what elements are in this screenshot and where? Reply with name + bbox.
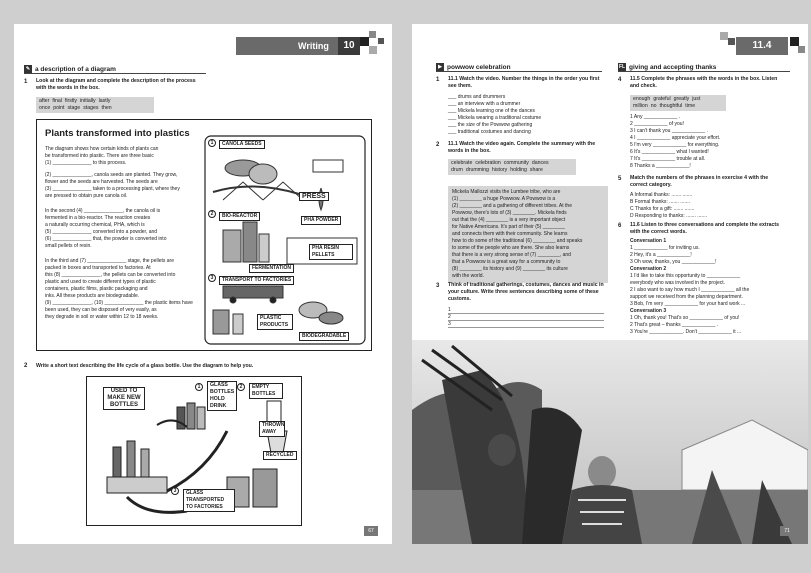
right-page <box>412 24 808 544</box>
paragraph-1: The diagram shows how certain kinds of plants can be transformed into plastic. There are three basic (1) ______________ to this process. <box>45 146 159 166</box>
exercise-number: 6 <box>618 223 622 229</box>
exercise-number: 5 <box>618 176 622 182</box>
functions-icon: FL <box>618 64 626 70</box>
writing-lines <box>448 307 604 328</box>
list-item: ___ the size of the Powwow gathering <box>448 122 533 128</box>
label-press: PRESS <box>299 192 329 201</box>
word-box: celebrate celebration community dances drum drumming history holding share <box>448 159 576 175</box>
answer-line[interactable]: 1 <box>448 307 604 314</box>
pencil-icon: ✎ <box>25 66 31 72</box>
answer-line[interactable]: 3 <box>448 321 604 328</box>
label-empty-bottles: EMPTY BOTTLES <box>249 383 283 399</box>
plastics-diagram <box>203 134 367 346</box>
list-item: ___ traditional costumes and dancing <box>448 129 531 135</box>
word-box: enough grateful greatly just million no thoughtful time <box>630 95 726 111</box>
dancers-photo-illustration <box>412 340 808 544</box>
label-canola-seeds: CANOLA SEEDS <box>219 140 265 149</box>
video-icon: ▶ <box>436 63 444 71</box>
step-3-marker: 3 <box>208 274 216 282</box>
exercise-number: 2 <box>436 142 440 148</box>
section-heading-powwow: ▶ powwow celebration <box>436 63 602 72</box>
label-recycled: RECYCLED <box>263 451 297 460</box>
step-2-marker: 2 <box>237 383 245 391</box>
exercise-number: 2 <box>24 363 28 369</box>
conversation-title: Conversation 3 <box>630 308 667 314</box>
unit-number-box: 10 <box>338 37 360 55</box>
list-item: ___ drums and drummers <box>448 94 506 100</box>
conversation-title: Conversation 2 <box>630 266 667 272</box>
label-pha-powder: PHA POWDER <box>301 216 341 225</box>
paragraph-4: In the third and (7) ______________ stage, the pellets are packed in boxes and transported to factories. At this (8) ______________, the pellets can be converted into plastic and used to create different types of plastic containers, plastic films, plastic packaging and inks. All these products are biodegradable. (9) ______________, (10) ______________ the plastic items have been used, they can be disposed of very easily, as they degrade in soil or water within 12 to 18 weeks. <box>45 258 193 320</box>
exercise-number: 3 <box>436 283 440 289</box>
unit-number: 11.4 <box>752 40 772 51</box>
exercise-instruction: Match the numbers of the phrases in exercise 4 with the correct category. <box>630 175 769 188</box>
exercise-instruction: 11.1 Watch the video again. Complete the summary with the words in the box. <box>448 141 596 154</box>
conversation-extracts: Conversation 1 1 ____________ for inviting us. 2 Hey, it's a ____________! 3 Oh wow, thanks, you ____________! Conversation 2 1 I'd like to take this opportunity to ____________ everybody who was involved in the project. 2 I also want to say how much I ____________ all the support we received from the planning department. 3 Bob, I'm very ____________ for your hard work ... Conversation 3 1 Oh, thank you! That's so ____________ of you! 2 That's great – thanks ____________ . 3 You're ____________. Don't ____________ it ... <box>630 238 750 335</box>
section-heading-thanks: FL giving and accepting thanks <box>618 63 790 72</box>
conversation-title: Conversation 1 <box>630 238 667 244</box>
category-list: A Informal thanks: ....... ....... B Formal thanks: ....... ....... C Thanks for a gift: ....... ....... D Responding to thanks: ....... ....... <box>630 192 707 219</box>
label-thrown-away: THROWN AWAY <box>259 421 285 437</box>
header-title: Writing <box>298 41 329 51</box>
glass-bottle-diagram <box>86 376 302 526</box>
label-plastic-products: PLASTIC PRODUCTS <box>257 314 293 330</box>
reading-text-box <box>36 119 372 351</box>
left-page <box>14 24 392 544</box>
exercise-instruction: Think of traditional gatherings, costumes, dances and music in your culture. Write three sentences describing some of these customs. <box>448 282 604 302</box>
exercise-instruction: 11.5 Complete the phrases with the words in the box. Listen and check. <box>630 76 778 89</box>
exercise-number: 4 <box>618 77 622 83</box>
label-fermentation: FERMENTATION <box>249 264 294 273</box>
text-title: Plants transformed into plastics <box>45 128 190 139</box>
label-glass-bottles-hold-drink: GLASS BOTTLES HOLD DRINK <box>207 381 237 411</box>
exercise-instruction: Write a short text describing the life cycle of a glass bottle. Use the diagram to help you. <box>36 363 254 369</box>
exercise-instruction: 11.1 Watch the video. Number the things in the order you first see them. <box>448 76 600 89</box>
label-biodegradable: BIODEGRADABLE <box>299 332 349 341</box>
label-used-to-make-new-bottles: USED TO MAKE NEW BOTTLES <box>103 387 145 410</box>
word-box: after final firstly initially lastly once point stage stages then <box>36 97 154 113</box>
paragraph-2: (2) ______________, canola seeds are planted. They grow, flower and the seeds are harvested. The seeds are (3) ______________ taken to a processing plant, where they are pressed to obtain pure canola oil. <box>45 172 180 199</box>
list-item: ___ Mickela learning one of the dances <box>448 108 536 114</box>
phrase-list: 1 Any ____________ . 2 ____________ of you! 3 I can't thank you ____________ . 4 I ____________ appreciate your effort. 5 I'm very ____________ for everything. 6 It's ____________ what I wanted! 7 It's ____________ trouble at all. 8 Thanks a ____________! <box>630 114 721 169</box>
list-item: ___ Mickela wearing a traditional costume <box>448 115 542 121</box>
paragraph-3: In the second (4) ______________, the canola oil is fermented in a bio-reactor. The reaction creates a naturally occurring chemical, PHA, which is (5) ______________ converted into a powder, and (6) ______________ that, the powder is converted into small pellets of resin. <box>45 208 167 249</box>
list-item: ___ an interview with a drummer <box>448 101 521 107</box>
page-number: 67 <box>364 526 378 536</box>
summary-box: Mickela Mallozzi visits the Lumbee tribe, who are (1) ________ a huge Powwow. A Powwow is a (2) ________ and a gathering of different tribes. At the Powwow, there's lots of (3) ________. Mickela finds out that the (4) ________ is a very important object for Native Americans. It's part of their (5) ________ and connects them with their community. She learns how to do some of the traditional (6) ________ and speaks to some of the people who are there. She also learns that there is a very strong sense of (7) ________, and that a Powwow is a great way for a community to (8) ________ its history and (9) ________ its culture with the world. <box>448 186 608 283</box>
label-transport: TRANSPORT TO FACTORIES <box>219 276 294 285</box>
powwow-photo <box>412 340 808 544</box>
answer-line[interactable]: 2 <box>448 314 604 321</box>
section-heading: ✎ a description of a diagram <box>24 65 206 74</box>
step-2-marker: 2 <box>208 210 216 218</box>
step-1-marker: 1 <box>195 383 203 391</box>
label-pha-resin-pellets: PHA RESIN PELLETS <box>309 244 353 260</box>
unit-header <box>736 37 788 55</box>
step-1-marker: 1 <box>208 139 216 147</box>
ordering-list <box>448 94 541 136</box>
exercise-number: 1 <box>24 79 28 85</box>
step-3-marker: 3 <box>171 487 179 495</box>
exercise-instruction: 11.6 Listen to three conversations and complete the extracts with the correct words. <box>630 222 780 235</box>
label-bio-reactor: BIO-REACTOR <box>219 212 260 221</box>
label-glass-transported: GLASS TRANSPORTED TO FACTORIES <box>183 489 235 512</box>
exercise-number: 1 <box>436 77 440 83</box>
page-number: 71 <box>780 526 794 536</box>
exercise-instruction: Look at the diagram and complete the description of the process with the words in the box. <box>36 78 196 91</box>
